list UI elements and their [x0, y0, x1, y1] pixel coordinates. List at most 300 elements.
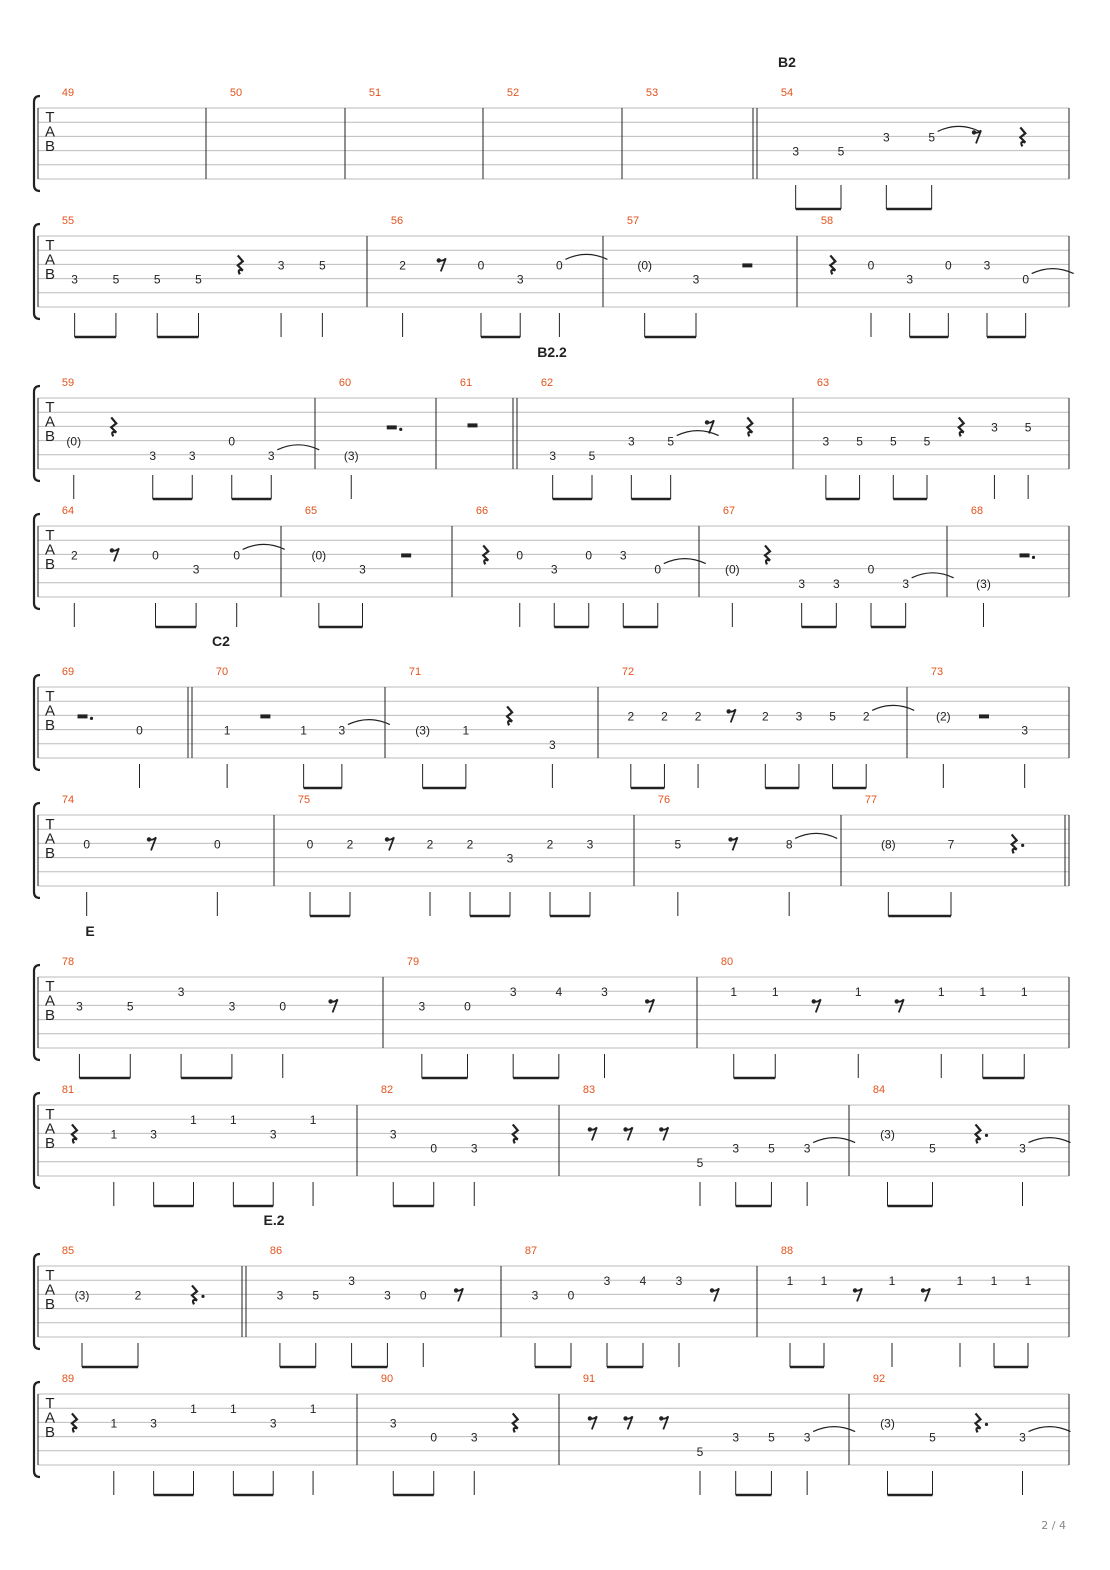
- tab-system: [34, 96, 1069, 209]
- fret-number: 1: [730, 985, 738, 1000]
- fret-number: 3: [359, 562, 366, 577]
- tab-system: [34, 1382, 1071, 1495]
- tab-clef-letter: B: [44, 845, 56, 862]
- fret-number: 3: [795, 709, 803, 724]
- fret-number: 5: [856, 434, 863, 449]
- bar-number: 64: [61, 505, 75, 517]
- tab-clef-letter: B: [44, 1424, 56, 1441]
- bar-number: 54: [780, 87, 794, 99]
- fret-number: 3: [902, 576, 910, 591]
- fret-number: 3: [692, 272, 700, 287]
- rest-block: [387, 425, 397, 429]
- rest-block: [742, 263, 752, 267]
- bar-number: 81: [61, 1084, 75, 1096]
- fret-number: 7: [947, 837, 955, 852]
- fret-number: 0: [464, 999, 471, 1014]
- system-bracket: [34, 224, 40, 319]
- fret-number: 1: [110, 1416, 118, 1431]
- fret-number: 3: [619, 548, 627, 563]
- system-bracket: [34, 803, 40, 898]
- fret-number: 5: [696, 1155, 704, 1170]
- fret-number: 0: [516, 548, 524, 563]
- fret-number: 5: [923, 434, 931, 449]
- fret-number: (0): [66, 434, 82, 449]
- rest-block: [78, 714, 88, 718]
- tab-clef-letter: T: [45, 527, 55, 544]
- fret-number: 0: [306, 837, 314, 852]
- bar-number: 83: [582, 1084, 596, 1096]
- fret-number: 3: [177, 985, 185, 1000]
- fret-number: 3: [1019, 1430, 1026, 1445]
- rest-dot: [1032, 556, 1035, 559]
- bar-number: 55: [61, 215, 75, 227]
- bar-number: 65: [304, 505, 318, 517]
- tab-clef-letter: A: [44, 992, 56, 1010]
- fret-number: 5: [837, 144, 845, 159]
- rest-dot: [623, 1416, 627, 1420]
- bar-number: 56: [390, 215, 404, 227]
- tab-clef-letter: B: [44, 1135, 56, 1152]
- fret-number: 3: [149, 448, 157, 463]
- bar-number: 60: [338, 377, 352, 389]
- bar-number: 85: [61, 1245, 75, 1257]
- tab-clef-letter: T: [45, 1106, 55, 1123]
- fret-number: 3: [832, 576, 840, 591]
- system-bracket: [34, 675, 40, 770]
- fret-number: 5: [153, 272, 161, 287]
- rest-dot: [385, 837, 389, 841]
- tab-clef-letter: A: [44, 830, 56, 848]
- fret-number: 0: [430, 1141, 438, 1156]
- system-bracket: [34, 1382, 40, 1477]
- tab-clef-letter: T: [45, 978, 55, 995]
- fret-number: (3): [880, 1416, 895, 1431]
- tab-clef-letter: B: [44, 1296, 56, 1313]
- tab-system: [34, 803, 1069, 916]
- tab-clef-letter: B: [44, 266, 56, 283]
- fret-number: 1: [937, 985, 945, 1000]
- tab-system: [34, 965, 1069, 1078]
- bar-number: 73: [930, 666, 944, 678]
- rest-dot: [659, 1127, 663, 1131]
- system-bracket: [34, 1254, 40, 1349]
- fret-number: 5: [588, 448, 596, 463]
- tab-clef-letter: T: [45, 109, 55, 126]
- tab-clef-letter: B: [44, 428, 56, 445]
- fret-number: 5: [674, 837, 682, 852]
- rest-dot: [90, 717, 93, 720]
- page-number: 2 / 4: [1041, 1519, 1066, 1532]
- fret-number: 0: [279, 999, 287, 1014]
- fret-number: 3: [228, 999, 236, 1014]
- fret-number: 3: [506, 851, 514, 866]
- fret-number: (3): [343, 448, 359, 463]
- tie-arc: [565, 254, 607, 259]
- fret-number: 3: [803, 1141, 811, 1156]
- bar-number: 70: [215, 666, 229, 678]
- bar-number: 90: [380, 1373, 394, 1385]
- bar-number: 76: [657, 794, 671, 806]
- tab-system: [34, 386, 1069, 499]
- bar-number: 62: [540, 377, 554, 389]
- fret-number: (3): [415, 723, 430, 738]
- fret-number: 2: [426, 837, 434, 852]
- fret-number: 3: [71, 272, 78, 287]
- fret-number: 3: [803, 1430, 811, 1445]
- fret-number: 2: [346, 837, 354, 852]
- fret-number: 3: [792, 144, 800, 159]
- fret-number: 0: [430, 1430, 438, 1445]
- fret-number: 3: [277, 258, 285, 273]
- rest-dot: [328, 999, 332, 1003]
- rest-dot: [110, 548, 114, 552]
- rest-dot: [659, 1416, 663, 1420]
- rest-dot: [985, 1423, 988, 1426]
- tab-clef-letter: T: [45, 1395, 55, 1412]
- rest-dot: [201, 1295, 204, 1298]
- rest-dot: [1021, 844, 1024, 847]
- fret-number: 3: [732, 1430, 740, 1445]
- tab-clef-letter: T: [45, 399, 55, 416]
- tab-system: [34, 224, 1074, 337]
- bar-number: 63: [816, 377, 830, 389]
- bar-number: 69: [61, 666, 75, 678]
- fret-number: 0: [152, 548, 159, 563]
- fret-number: 5: [768, 1430, 775, 1445]
- rest-dot: [726, 709, 730, 713]
- fret-number: 8: [785, 837, 793, 852]
- fret-number: 2: [399, 258, 406, 273]
- rest-dot: [454, 1288, 458, 1292]
- system-bracket: [34, 96, 40, 191]
- fret-number: 3: [418, 999, 426, 1014]
- fret-number: 3: [276, 1288, 284, 1303]
- tab-clef-letter: A: [44, 123, 56, 141]
- bar-number: 53: [645, 87, 659, 99]
- fret-number: 3: [348, 1274, 355, 1289]
- fret-number: (3): [74, 1288, 90, 1303]
- fret-number: 0: [136, 723, 143, 738]
- fret-number: 1: [300, 723, 307, 738]
- fret-number: 3: [586, 837, 594, 852]
- rest-dot: [588, 1127, 592, 1131]
- fret-number: 2: [627, 709, 635, 724]
- bar-number: 86: [269, 1245, 283, 1257]
- fret-number: 2: [466, 837, 474, 852]
- fret-number: 2: [761, 709, 769, 724]
- fret-number: 5: [768, 1141, 775, 1156]
- tab-clef-letter: A: [44, 251, 56, 269]
- rest-block: [401, 553, 411, 557]
- fret-number: 2: [661, 709, 668, 724]
- fret-number: 1: [956, 1274, 964, 1289]
- fret-number: 1: [230, 1402, 237, 1417]
- bar-number: 88: [780, 1245, 794, 1257]
- tab-system: [34, 1254, 1069, 1367]
- tie-arc: [1032, 269, 1074, 274]
- bar-number: 79: [406, 956, 420, 968]
- system-bracket: [34, 514, 40, 609]
- fret-number: 4: [639, 1274, 647, 1289]
- tab-clef-letter: A: [44, 1409, 56, 1427]
- fret-number: 1: [888, 1274, 896, 1289]
- bar-number: 58: [820, 215, 834, 227]
- fret-number: 1: [771, 985, 779, 1000]
- bar-number: 80: [720, 956, 734, 968]
- fret-number: 5: [829, 709, 836, 724]
- tie-arc: [348, 720, 390, 725]
- fret-number: 0: [944, 258, 952, 273]
- tab-clef-letter: B: [44, 138, 56, 155]
- fret-number: 0: [867, 258, 875, 273]
- tie-arc: [1029, 1138, 1071, 1143]
- rest-2: [742, 263, 752, 267]
- section-marker-b2-2: B2.2: [537, 344, 567, 360]
- rest-1: [468, 423, 478, 427]
- bar-number: 66: [475, 505, 489, 517]
- fret-number: 5: [889, 434, 897, 449]
- rest-2: [979, 714, 989, 718]
- fret-number: 5: [112, 272, 120, 287]
- system-bracket: [34, 1093, 40, 1188]
- fret-number: 3: [601, 985, 608, 1000]
- fret-number: 3: [822, 434, 830, 449]
- tab-clef-letter: B: [44, 717, 56, 734]
- rest-block: [1020, 553, 1030, 557]
- bar-number: 74: [61, 794, 75, 806]
- fret-number: 3: [389, 1127, 397, 1142]
- fret-number: 3: [798, 576, 806, 591]
- bar-number: 72: [621, 666, 635, 678]
- fret-number: 1: [230, 1113, 237, 1128]
- fret-number: 5: [929, 1430, 936, 1445]
- bar-number: 89: [61, 1373, 75, 1385]
- fret-number: 3: [1019, 1141, 1026, 1156]
- bar-number: 91: [582, 1373, 596, 1385]
- fret-number: 2: [862, 709, 870, 724]
- fret-number: 5: [195, 272, 202, 287]
- fret-number: 0: [419, 1288, 427, 1303]
- tab-clef-letter: A: [44, 702, 56, 720]
- fret-number: 5: [126, 999, 134, 1014]
- tab-clef-letter: T: [45, 688, 55, 705]
- bar-number: 87: [524, 1245, 538, 1257]
- rest-dot: [588, 1416, 592, 1420]
- fret-number: 3: [509, 985, 517, 1000]
- fret-number: (3): [976, 576, 991, 591]
- fret-number: 3: [516, 272, 524, 287]
- fret-number: 1: [820, 1274, 828, 1289]
- fret-number: 3: [906, 272, 914, 287]
- tab-clef-letter: B: [44, 556, 56, 573]
- fret-number: 1: [110, 1127, 118, 1142]
- fret-number: 3: [269, 1416, 277, 1431]
- fret-number: 3: [269, 1127, 277, 1142]
- bar-number: 51: [368, 87, 382, 99]
- fret-number: 1: [1020, 985, 1028, 1000]
- rest-dot: [985, 1134, 988, 1137]
- fret-number: 3: [267, 448, 275, 463]
- bar-number: 84: [872, 1084, 886, 1096]
- section-marker-b2: B2: [778, 54, 796, 70]
- fret-number: 0: [477, 258, 485, 273]
- fret-number: 3: [76, 999, 83, 1014]
- fret-number: (0): [637, 258, 653, 273]
- rest-dot: [812, 999, 816, 1003]
- fret-number: (3): [880, 1127, 895, 1142]
- fret-number: (0): [724, 562, 740, 577]
- fret-number: 3: [549, 737, 556, 752]
- tie-arc: [872, 705, 914, 710]
- fret-number: (8): [880, 837, 896, 852]
- tab-system: [34, 1093, 1071, 1206]
- fret-number: 3: [389, 1416, 397, 1431]
- fret-number: 3: [882, 130, 890, 145]
- fret-number: 3: [983, 258, 991, 273]
- fret-number: 0: [1022, 272, 1030, 287]
- fret-number: 0: [867, 562, 875, 577]
- fret-number: 4: [555, 985, 563, 1000]
- fret-number: 5: [929, 1141, 936, 1156]
- bar-number: 78: [61, 956, 75, 968]
- fret-number: 3: [150, 1127, 157, 1142]
- tab-clef-letter: A: [44, 1120, 56, 1138]
- rest-dot: [921, 1288, 925, 1292]
- fret-number: 3: [991, 420, 998, 435]
- bar-number: 68: [970, 505, 984, 517]
- rest-dot: [895, 999, 899, 1003]
- bar-number: 49: [61, 87, 75, 99]
- rest-block: [260, 714, 270, 718]
- rest-dot: [399, 428, 402, 431]
- rest-dot: [728, 837, 732, 841]
- tab-clef-letter: T: [45, 237, 55, 254]
- fret-number: 5: [1024, 420, 1032, 435]
- bar-number: 59: [61, 377, 75, 389]
- rest-dot: [710, 1288, 714, 1292]
- fret-number: 1: [979, 985, 987, 1000]
- bar-number: 77: [864, 794, 878, 806]
- fret-number: 3: [675, 1274, 683, 1289]
- section-marker-e-2: E.2: [263, 1212, 285, 1228]
- fret-number: 5: [696, 1444, 704, 1459]
- rest-2: [401, 553, 411, 557]
- fret-number: (0): [311, 548, 327, 563]
- fret-number: 5: [928, 130, 936, 145]
- fret-number: 3: [732, 1141, 740, 1156]
- bar-number: 67: [722, 505, 736, 517]
- bar-number: 52: [506, 87, 520, 99]
- rest-dot: [853, 1288, 857, 1292]
- fret-number: 3: [1021, 723, 1029, 738]
- fret-number: 3: [550, 562, 558, 577]
- rest-dot: [437, 258, 441, 262]
- fret-number: 2: [70, 548, 78, 563]
- tab-clef-letter: B: [44, 1007, 56, 1024]
- bar-number: 75: [297, 794, 311, 806]
- bar-number: 92: [872, 1373, 886, 1385]
- fret-number: (2): [935, 709, 951, 724]
- tab-clef-letter: A: [44, 413, 56, 431]
- tab-clef-letter: T: [45, 1267, 55, 1284]
- bar-number: 82: [380, 1084, 394, 1096]
- fret-number: 3: [531, 1288, 539, 1303]
- bar-number: 50: [229, 87, 243, 99]
- fret-number: 1: [1024, 1274, 1032, 1289]
- section-marker-c2: C2: [212, 633, 230, 649]
- tie-arc: [277, 445, 319, 450]
- fret-number: 0: [83, 837, 91, 852]
- tie-arc: [243, 544, 285, 549]
- tab-clef-letter: A: [44, 1281, 56, 1299]
- fret-number: 3: [470, 1141, 478, 1156]
- rest-dot: [147, 837, 151, 841]
- fret-number: 1: [854, 985, 862, 1000]
- rest-dot: [623, 1127, 627, 1131]
- fret-number: 1: [190, 1402, 197, 1417]
- fret-number: 1: [223, 723, 231, 738]
- fret-number: 3: [192, 562, 200, 577]
- bar-number: 61: [459, 377, 473, 389]
- tie-arc: [677, 431, 719, 436]
- fret-number: 0: [585, 548, 593, 563]
- fret-number: 2: [134, 1288, 142, 1303]
- fret-number: 1: [309, 1402, 317, 1417]
- fret-number: 2: [694, 709, 702, 724]
- fret-number: 5: [667, 434, 675, 449]
- system-bracket: [34, 965, 40, 1060]
- fret-number: 1: [786, 1274, 794, 1289]
- fret-number: 3: [150, 1416, 157, 1431]
- bar-number: 71: [408, 666, 422, 678]
- tab-clef-letter: T: [45, 816, 55, 833]
- rest-block: [468, 423, 478, 427]
- fret-number: 0: [213, 837, 221, 852]
- rest-dot: [645, 999, 649, 1003]
- fret-number: 0: [228, 434, 236, 449]
- tab-clef-letter: A: [44, 541, 56, 559]
- fret-number: 1: [462, 723, 470, 738]
- fret-number: 3: [603, 1274, 611, 1289]
- fret-number: 3: [627, 434, 635, 449]
- fret-number: 3: [549, 448, 557, 463]
- fret-number: 2: [546, 837, 554, 852]
- tie-arc: [795, 833, 837, 838]
- fret-number: 3: [188, 448, 196, 463]
- rest-dot: [972, 130, 976, 134]
- fret-number: 0: [567, 1288, 575, 1303]
- fret-number: 1: [190, 1113, 197, 1128]
- fret-number: 3: [384, 1288, 391, 1303]
- fret-number: 3: [338, 723, 346, 738]
- section-marker-e: E: [85, 923, 95, 939]
- fret-number: 1: [309, 1113, 317, 1128]
- rest-block: [979, 714, 989, 718]
- fret-number: 0: [654, 562, 662, 577]
- fret-number: 0: [233, 548, 241, 563]
- fret-number: 0: [556, 258, 563, 273]
- fret-number: 3: [470, 1430, 478, 1445]
- fret-number: 1: [990, 1274, 998, 1289]
- tab-system: [34, 675, 1069, 788]
- system-bracket: [34, 386, 40, 481]
- fret-number: 5: [312, 1288, 320, 1303]
- bar-number: 57: [626, 215, 640, 227]
- rest-2: [260, 714, 270, 718]
- fret-number: 5: [319, 258, 326, 273]
- tie-arc: [1029, 1427, 1071, 1432]
- rest-dot: [705, 420, 709, 424]
